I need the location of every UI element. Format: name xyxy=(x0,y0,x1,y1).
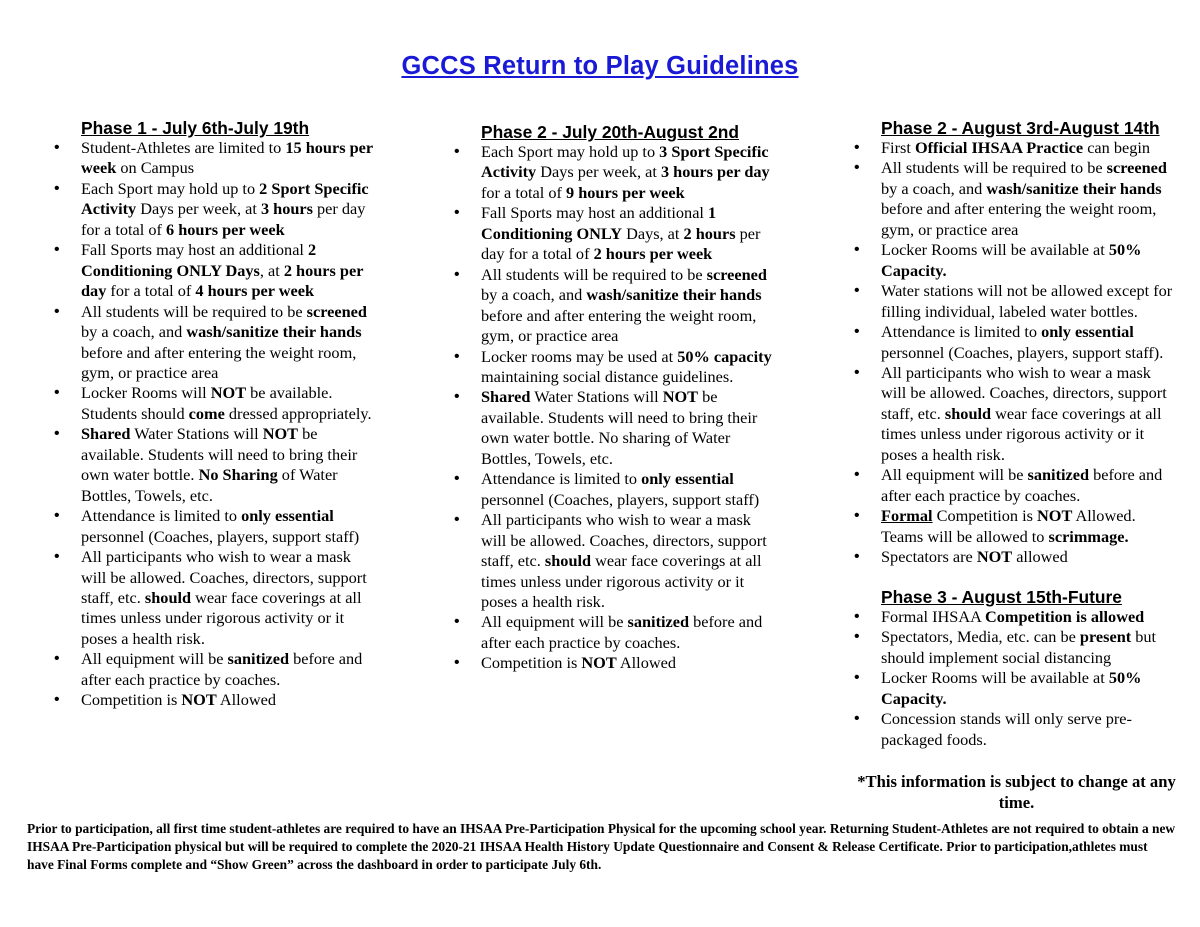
text-segment: before and after entering the weight room, gym, or practice area xyxy=(881,199,1157,239)
bold-text: screened xyxy=(1106,158,1167,178)
list-item xyxy=(454,203,776,264)
text-segment: Water stations will not be allowed except for filling individual, labeled water bottles. xyxy=(881,281,1173,321)
text-segment: Days per week, at xyxy=(136,199,261,219)
bold-text: Official IHSAA Practice xyxy=(914,138,1084,157)
list-item xyxy=(854,138,1179,158)
bold-text: scrimmage. xyxy=(1048,526,1129,546)
text-segment: First xyxy=(881,138,915,157)
bold-text: 3 hours per day xyxy=(660,162,770,182)
bold-text: 50% capacity xyxy=(677,346,772,366)
bold-text: 15 hours per week xyxy=(81,138,373,178)
bold-text: sanitized xyxy=(1027,465,1090,485)
text-segment: maintaining social distance guidelines. xyxy=(481,366,734,386)
text-segment: before and after each practice by coaches. xyxy=(881,465,1163,505)
text-segment: Water Stations will xyxy=(530,387,663,407)
bold-text: NOT xyxy=(181,690,217,710)
text-segment: Allowed xyxy=(616,653,676,673)
list-item xyxy=(854,668,1179,709)
text-segment: by a coach, and xyxy=(81,322,187,342)
text-segment: can begin xyxy=(1083,138,1151,157)
list-item xyxy=(54,424,376,506)
text-segment: Competition is xyxy=(481,653,582,673)
list-item xyxy=(454,265,776,347)
text-segment: before and after entering the weight room, gym, or practice area xyxy=(81,342,357,382)
text-segment: Formal IHSAA xyxy=(881,607,986,626)
list-item xyxy=(454,469,776,510)
bold-text: NOT xyxy=(262,424,299,444)
list-item xyxy=(54,383,376,424)
bold-text: 2 Sport Specific Activity xyxy=(81,178,369,219)
text-segment: All participants who wish to wear a mask will be allowed. Coaches, directors, support staff, etc. xyxy=(881,362,1167,423)
list-item xyxy=(854,547,1179,567)
bold-text: 3 Sport Specific Activity xyxy=(481,142,769,182)
phase2b-column xyxy=(854,118,1179,568)
list-item xyxy=(454,142,776,203)
text-segment: be available. Students should xyxy=(81,383,333,423)
text-segment: Fall Sports may host an additional xyxy=(481,203,709,223)
list-item xyxy=(854,627,1179,668)
text-segment: Days, at xyxy=(622,223,684,243)
bold-text: only essential xyxy=(641,469,734,489)
list-item xyxy=(854,281,1179,322)
bold-text: 2 Conditioning ONLY Days xyxy=(81,240,317,280)
text-segment: per day for a total of xyxy=(81,199,366,239)
text-segment: All participants who wish to wear a mask will be allowed. Coaches, directors, support staff, etc. xyxy=(81,547,367,607)
text-segment: personnel (Coaches, players, support staff) xyxy=(81,526,360,546)
bold-text: present xyxy=(1079,627,1132,647)
text-segment: Allowed xyxy=(216,690,276,710)
bold-text: 2 hours per week xyxy=(593,244,713,264)
phase1-heading: Phase 1 - July 6th-July 19th xyxy=(81,118,310,138)
list-item xyxy=(454,347,776,388)
text-segment: by a coach, and xyxy=(481,285,587,305)
bold-text: NOT xyxy=(976,547,1013,567)
text-segment: All equipment will be xyxy=(481,612,628,632)
bold-text: 1 Conditioning ONLY xyxy=(481,203,717,243)
bold-text: 9 hours per week xyxy=(566,182,685,202)
bold-text: Competition is allowed xyxy=(985,607,1145,626)
text-segment: Student-Athletes are limited to xyxy=(81,138,286,157)
text-segment: on Campus xyxy=(116,158,195,178)
bold-text: NOT xyxy=(1037,506,1073,526)
text-segment: before and after each practice by coaches. xyxy=(481,612,763,652)
text-segment: Days per week, at xyxy=(536,162,661,182)
list-item xyxy=(54,649,376,690)
text-segment: be available. Students will need to bring their own water bottle. No sharing of Water Bottles, Towels, etc. xyxy=(481,387,758,468)
text-segment: before and after each practice by coaches. xyxy=(81,649,363,689)
bold-text: 6 hours per week xyxy=(166,219,285,239)
phase2a-heading: Phase 2 - July 20th-August 2nd xyxy=(481,122,740,142)
bold-text: 3 hours xyxy=(260,199,313,219)
bold-text: Shared xyxy=(81,424,131,444)
text-segment: Attendance is limited to xyxy=(881,322,1042,342)
bold-text: should xyxy=(144,587,192,607)
text-segment: Locker Rooms will xyxy=(81,383,211,403)
text-segment: Spectators, Media, etc. can be xyxy=(881,627,1080,647)
text-segment: Attendance is limited to xyxy=(481,469,642,489)
text-segment: All equipment will be xyxy=(81,649,228,669)
list-item xyxy=(54,506,376,547)
text-segment: Allowed. Teams will be allowed to xyxy=(881,506,1136,546)
underlined-text: Formal xyxy=(881,506,933,526)
text-segment: wear face coverings at all times unless under rigorous activity or it poses a health risk. xyxy=(881,403,1162,464)
text-segment: Water Stations will xyxy=(130,424,263,444)
phase3-column xyxy=(854,587,1179,750)
list-item xyxy=(854,607,1179,627)
bold-text: wash/sanitize their hands xyxy=(586,285,762,305)
bold-text: should xyxy=(544,551,592,571)
list-item xyxy=(454,387,776,469)
bold-text: should xyxy=(944,403,992,423)
bold-text: NOT xyxy=(581,653,617,673)
text-segment: of Water Bottles, Towels, etc. xyxy=(81,465,338,505)
list-item xyxy=(54,179,376,240)
phase2a-column xyxy=(454,122,776,674)
list-item xyxy=(854,240,1179,281)
text-segment: All students will be required to be xyxy=(881,158,1107,178)
text-segment: Fall Sports may host an additional xyxy=(81,240,309,260)
text-segment: personnel (Coaches, players, support staff) xyxy=(481,489,760,509)
text-segment: Each Sport may hold up to xyxy=(81,178,260,198)
list-item xyxy=(854,709,1179,750)
text-segment: All students will be required to be xyxy=(81,301,307,321)
bold-text: wash/sanitize their hands xyxy=(186,322,362,342)
text-segment: allowed xyxy=(1012,547,1068,567)
phase3-heading: Phase 3 - August 15th-Future xyxy=(881,587,1122,607)
text-segment: for a total of xyxy=(106,281,196,301)
list-item xyxy=(54,138,376,179)
text-segment: per day for a total of xyxy=(481,223,761,264)
list-item xyxy=(854,363,1179,465)
text-segment: Each Sport may hold up to xyxy=(481,142,660,161)
text-segment: wear face coverings at all times unless under rigorous activity or it poses a health risk. xyxy=(81,587,362,648)
list-item xyxy=(454,510,776,612)
text-segment: Locker rooms may be used at xyxy=(481,346,678,366)
text-segment: All equipment will be xyxy=(881,465,1028,485)
text-segment: Locker Rooms will be available at xyxy=(881,240,1109,260)
bold-text: 50% Capacity. xyxy=(881,668,1142,708)
bold-text: screened xyxy=(306,301,367,321)
text-segment: dressed appropriately. xyxy=(224,403,372,423)
bold-text: come xyxy=(188,403,225,423)
text-segment: for a total of xyxy=(481,182,566,202)
bold-text: NOT xyxy=(662,387,699,407)
list-item xyxy=(854,506,1179,547)
bold-text: sanitized xyxy=(227,649,290,669)
phase1-column xyxy=(54,118,376,711)
list-item xyxy=(54,240,376,301)
list-item xyxy=(854,322,1179,363)
list-item xyxy=(54,547,376,649)
text-segment: All participants who wish to wear a mask will be allowed. Coaches, directors, support staff, etc. xyxy=(481,510,767,571)
footer-notice: Prior to participation, all first time student-athletes are required to have an IHSAA Pre-Participation Physical for the upcoming school year. Returning Student-Athletes are not required to obtain a new IHSAA Pre-Participation physical but will be required to complete the 2020-21 IHSAA Health History Update Questionnaire and Consent & Release Certificate. Prior to participation,athletes must have Final Forms complete and “Show Green” across the dashboard in order to participate July 6th. xyxy=(27,821,1176,872)
text-segment: Locker Rooms will be available at xyxy=(881,668,1109,688)
text-segment: , at xyxy=(259,260,284,280)
phase2a-list xyxy=(454,142,776,674)
text-segment: before and after entering the weight room, gym, or practice area xyxy=(481,305,757,346)
bold-text: sanitized xyxy=(627,612,690,632)
text-segment: by a coach, and xyxy=(881,178,987,198)
list-item xyxy=(454,653,776,673)
bold-text: wash/sanitize their hands xyxy=(986,178,1162,198)
text-segment: Competition is xyxy=(932,506,1038,526)
bold-text: only essential xyxy=(241,506,334,526)
phase1-list xyxy=(54,138,376,711)
text-segment: All students will be required to be xyxy=(481,264,707,284)
bold-text: 2 hours per day xyxy=(81,260,364,301)
phase3-list xyxy=(854,607,1179,750)
bold-text: NOT xyxy=(210,383,247,403)
text-segment: Concession stands will only serve pre-packaged foods. xyxy=(881,709,1132,749)
phase2b-list xyxy=(854,138,1179,568)
phase2b-heading: Phase 2 - August 3rd-August 14th xyxy=(881,118,1160,138)
text-segment: be available. Students will need to bring their own water bottle. xyxy=(81,424,358,485)
text-segment: Spectators are xyxy=(881,547,977,567)
bold-text: only essential xyxy=(1041,322,1134,342)
text-segment: personnel (Coaches, players, support staff). xyxy=(881,342,1164,362)
bold-text: Shared xyxy=(481,387,531,407)
list-item xyxy=(854,465,1179,506)
text-segment: but should implement social distancing xyxy=(881,627,1157,667)
text-segment: wear face coverings at all times unless under rigorous activity or it poses a health risk. xyxy=(481,551,762,611)
bold-text: 2 hours xyxy=(683,223,736,243)
list-item xyxy=(454,612,776,653)
list-item xyxy=(54,690,376,710)
bold-text: screened xyxy=(706,264,767,284)
list-item xyxy=(54,302,376,384)
bold-text: No Sharing xyxy=(198,465,278,485)
text-segment: Competition is xyxy=(81,690,182,710)
bold-text: 50% Capacity. xyxy=(881,240,1142,280)
disclaimer-note: *This information is subject to change at any time. xyxy=(857,772,1176,812)
text-segment: Attendance is limited to xyxy=(81,506,242,526)
bold-text: 4 hours per week xyxy=(195,281,315,301)
page-title: GCCS Return to Play Guidelines xyxy=(401,52,799,80)
list-item xyxy=(854,158,1179,240)
